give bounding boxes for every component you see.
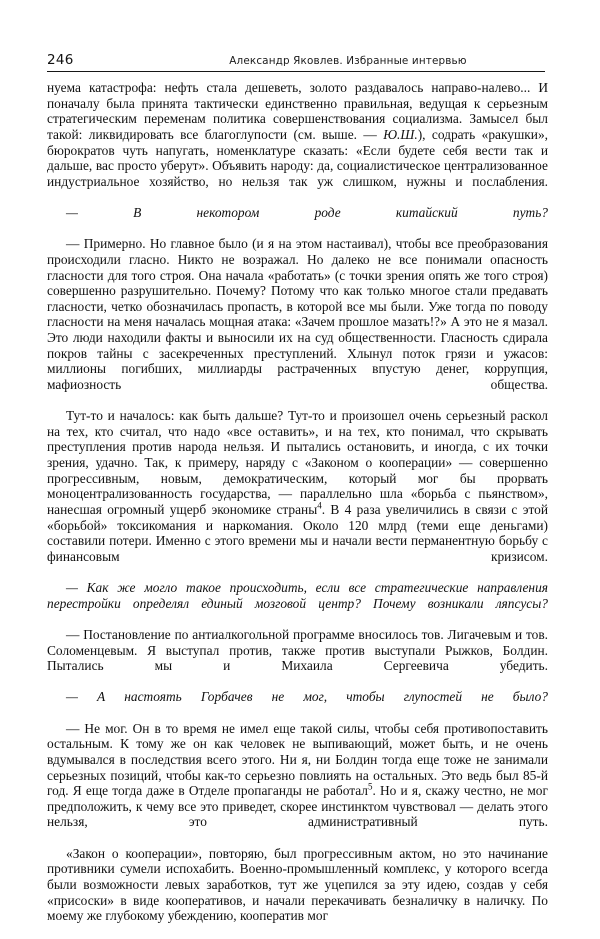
footnote-marker-4: 4	[317, 500, 322, 511]
interview-question: — А настоять Горбачев не мог, чтобы глупостей не было?	[66, 689, 548, 705]
interview-question: — В некотором роде китайский путь?	[66, 205, 548, 220]
paragraph-body: «Закон о кооперации», повторяю, был прогрессивным актом, но это начинание противники сумели испохабить. Военно-промышленный комплекс, у которого всегда были возможности левых заработков, тут же уцепился за эту идею, создав у себя «присоски» в виде кооперативов, и начали перекачивать безналичку в наличку. По моему же глубокому убеждению, кооператив мог	[47, 845, 548, 924]
interview-answer: — Не мог. Он в то время не имел еще такой силы, чтобы себя противопоставить остальным. К тому же он как человек не выпивающий, может быть, и не очень вдумывался в последствия всего этого. Ни я, ни Болдин тогда еще тоже не занимали серьезных позиций, чтобы как-то серьезно повлиять на остальных. Это ведь был 85-й год. Я еще тогда даже в Отделе пропаганды не работал$^5$. Но и я, скажу честно, не мог предположить, к чему все это приведет, скорее инстинктом чувствовал — делать этого нельзя, это административный путь.	[47, 720, 548, 830]
text-block	[47, 80, 548, 924]
footnote-marker-5: 5	[367, 781, 373, 792]
running-head-title: Александр Яковлев. Избранные интервью	[229, 55, 467, 67]
paragraph-continuation: нуема катастрофа: нефть стала дешеветь, золото раздавалось направо-налево... И поначалу была принята тактически единственно правильная, ведущая к серьезным стратегическим переменам политика совершенствования социализма. Замысел был такой: ликвидировать все благоглупости (см. выше. — Ю.Ш.), содрать «ракушки», бюрократов чуть напугать, номенклатуре сказать: «Если будете себя вести так и дальше, вас просто уберут». Объявить народу: да, социалистическое централизованное индустриальное хозяйство, но нельзя так уж слишком, нужны и послабления.	[47, 80, 548, 189]
interview-answer: — Постановление по антиалкогольной программе вносилось тов. Лигачевым и тов. Соломенцевым. Я выступал против, также против выступали Рыжков, Болдин. Пытались мы и Михаила Сергеевича убедить.	[47, 626, 548, 674]
running-head	[47, 52, 545, 70]
page-number: 246	[47, 52, 74, 68]
inline-italic-attribution: Ю.Ш.	[383, 126, 418, 142]
paragraph-body: Тут-то и началось: как быть дальше? Тут-то и произошел очень серьезный раскол на тех, кто считал, что надо «все оставить», и на тех, кто понимал, что скрывать преступления против народа нельзя. И пытались остановить, и иногда, с их точки зрения, удачно. Так, к примеру, наряду с «Законом о кооперации» — совершенно прогрессивным, новым, демократическим, который мог бы прорвать моноцентрализованность государства, — параллельно шла «борьба с пьянством», нанесшая огромный ущерб экономике страны$^4$. В 4 раза увеличились в связи с этой «борьбой» токсикомания и наркомания. Около 120 млрд (теми еще деньгами) составили потери. Именно с этого времени мы и начали вести перманентную борьбу с финансовым кризисом.	[47, 408, 548, 564]
interview-question: — Как же могло такое происходить, если все стратегические направления перестройки определял единый мозговой центр? Почему возникали ляпсусы?	[47, 580, 548, 611]
header-rule-divider	[47, 71, 545, 72]
interview-answer: — Примерно. Но главное было (и я на этом настаивал), чтобы все преобразования происходили гласно. Никто не возражал. Но далеко не все понимали опасность гласности для того строя. Она начала «работать» (с точки зрения опять же того строя) совершенно разрушительно. Почему? Потому что как только многое стали предавать гласности, четко обозначилась пропасть, в которой все мы были. Уже тогда по поводу гласности на меня началась мощная атака: «Зачем прошлое мазать!?» А это не я мазал. Это люди находили факты и выносили их на суд общественности. Гласность сдирала покров тайны с засекреченных преступлений. Хлынул поток грязи и ужасов: миллионы погибших, миллиарды растраченных впустую денег, коррупция, мафиозность общества.	[47, 236, 548, 392]
